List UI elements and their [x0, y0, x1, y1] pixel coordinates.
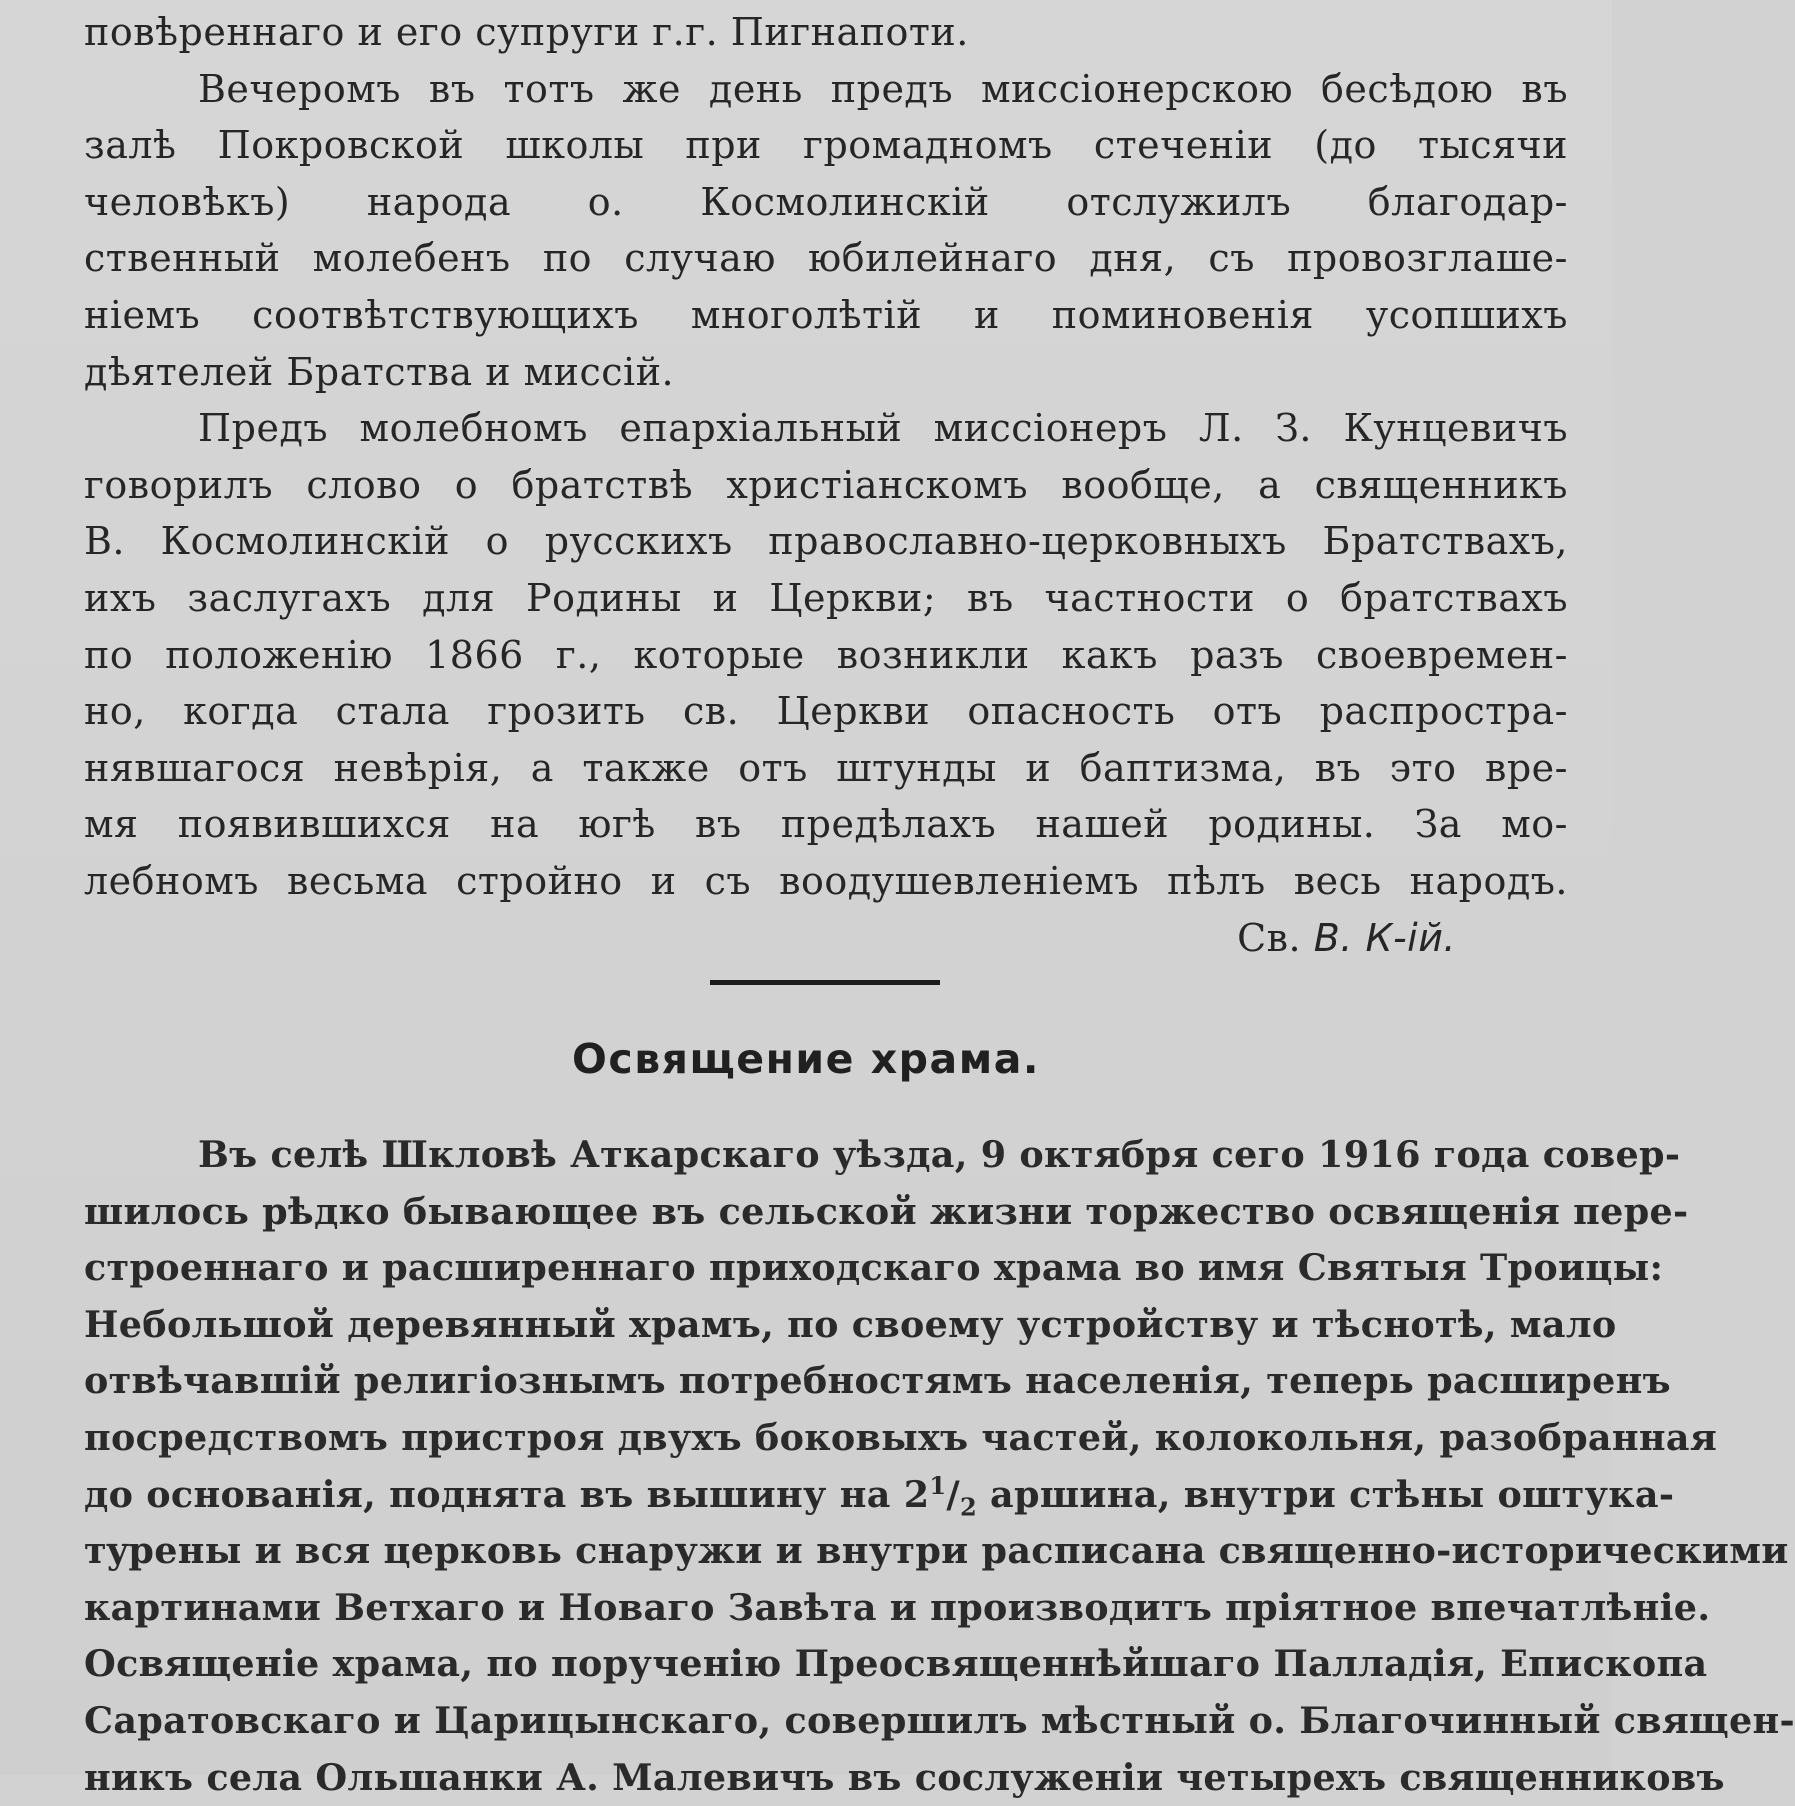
- section-heading: Освящение храма.: [572, 1035, 1040, 1083]
- signature-prefix: Св.: [1237, 915, 1302, 960]
- text-line: лебномъ весьма стройно и съ воодушевленіемъ пѣлъ весь народъ.: [84, 858, 1568, 903]
- text-line: ихъ заслугахъ для Родины и Церкви; въ частности о братствахъ: [84, 575, 1568, 620]
- paragraph-start: Предъ молебномъ епархіальный миссіонеръ Л. З. Кунцевичъ: [198, 406, 1568, 451]
- paragraph-start: Вечеромъ въ тотъ же день предъ миссіонерскою бесѣдою въ: [198, 66, 1568, 111]
- signature-name: В. К-ій.: [1313, 915, 1456, 960]
- text-line: дѣятелей Братства и миссій.: [84, 349, 675, 394]
- text-line: говорилъ слово о братствѣ христіанскомъ вообще, а священникъ: [84, 462, 1568, 507]
- text-line-cut-off: никъ села Ольшанки А. Малевичъ въ сослуженіи четырехъ священниковъ: [84, 1755, 1725, 1799]
- text-line: отвѣчавшій религіознымъ потребностямъ населенія, теперь расширенъ: [84, 1359, 1671, 1403]
- text-line: картинами Ветхаго и Новаго Завѣта и производитъ пріятное впечатлѣніе.: [84, 1585, 1711, 1629]
- text-line: шилось рѣдко бывающее въ сельской жизни торжество освященія пере-: [84, 1189, 1689, 1233]
- text-line: посредствомъ пристроя двухъ боковыхъ частей, колокольня, разобранная: [84, 1415, 1718, 1459]
- fraction-denominator: 2: [960, 1491, 978, 1521]
- text-line: В. Космолинскій о русскихъ православно-церковныхъ Братствахъ,: [84, 519, 1568, 564]
- text-line: ственный молебенъ по случаю юбилейнаго дня, съ провозглаше-: [84, 236, 1568, 281]
- text-line: нявшагося невѣрія, а также отъ штунды и баптизма, въ это вре-: [84, 745, 1568, 790]
- text-line: повѣреннаго и его супруги г.г. Пигнапоти.: [84, 10, 969, 54]
- paragraph-start: Въ селѣ Шкловѣ Аткарскаго уѣзда, 9 октября сего 1916 года совер-: [198, 1133, 1681, 1176]
- text-line: ніемъ соотвѣтствующихъ многолѣтій и поминовенія усопшихъ: [84, 292, 1568, 337]
- text-line: Небольшой деревянный храмъ, по своему устройству и тѣснотѣ, мало: [84, 1302, 1617, 1346]
- text-line: Саратовскаго и Царицынскаго, совершилъ мѣстный о. Благочинный священ-: [84, 1698, 1795, 1742]
- signature: [84, 910, 1568, 967]
- text-line: мя появившихся на югѣ въ предѣлахъ нашей родины. За мо-: [84, 802, 1568, 847]
- section-divider: [710, 980, 940, 985]
- text-line: но, когда стала грозить св. Церкви опасность отъ распростра-: [84, 689, 1568, 734]
- text-line: залѣ Покровской школы при громадномъ стеченіи (до тысячи: [84, 123, 1568, 168]
- text-line: по положенію 1866 г., которые возникли какъ разъ своевремен-: [84, 632, 1568, 677]
- text-line: Освященіе храма, по порученію Преосвященнѣйшаго Палладія, Епископа: [84, 1642, 1708, 1686]
- text-line: тyрены и вся церковь снаружи и внутри расписана священно-историческими: [84, 1529, 1789, 1573]
- text-segment: до основанія, поднята въ вышину на 2: [84, 1472, 930, 1516]
- text-line: строеннаго и расширеннаго приходскаго храма во имя Святыя Троицы:: [84, 1246, 1664, 1290]
- text-line-with-fraction: до основанія, поднята въ вышину на $2^1/_2$ аршина, внутри стѣны оштука-: [84, 1470, 1675, 1521]
- article-moleben: [84, 4, 1568, 966]
- text-segment: аршина, внутри стѣны оштука-: [977, 1472, 1675, 1516]
- fraction-numerator: 1: [929, 1470, 947, 1500]
- article-consecration: [84, 1127, 1795, 1799]
- text-line: человѣкъ) народа о. Космолинскій отслужилъ благодар-: [84, 179, 1568, 224]
